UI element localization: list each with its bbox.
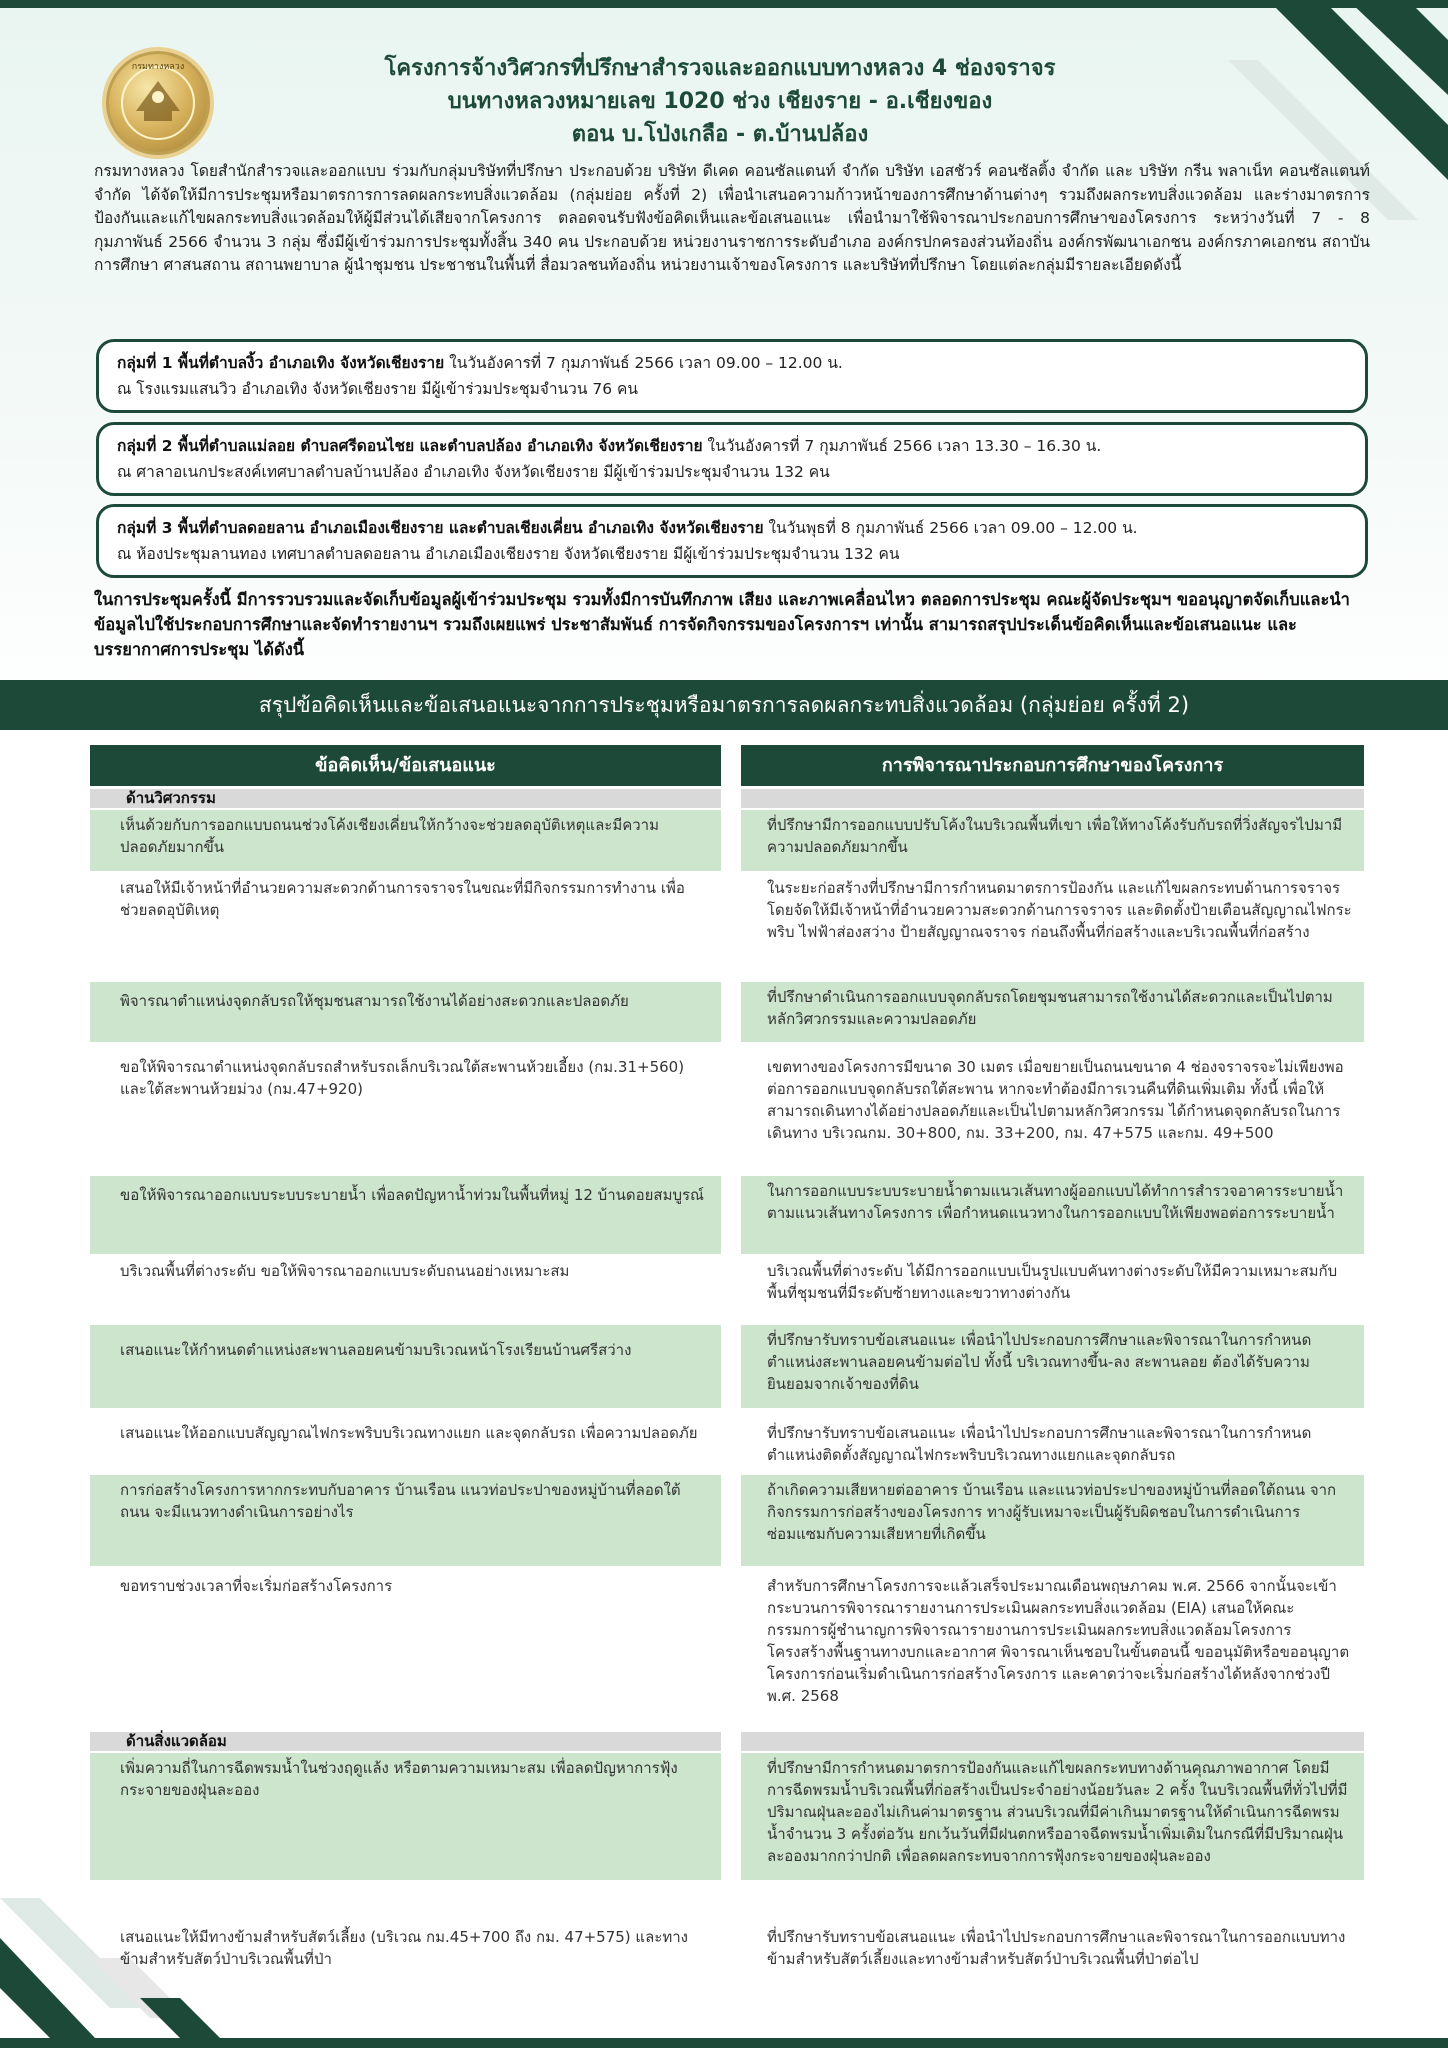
seal-text: กรมทางหลวง (131, 62, 185, 72)
section-label-blank (741, 1732, 1364, 1751)
section-label-environment: ด้านสิ่งแวดล้อม (90, 1732, 721, 1751)
bottom-strip (0, 2038, 1448, 2048)
table-response-cell: บริเวณพื้นที่ต่างระดับ ได้มีการออกแบบเป็นรูปแบบคันทางต่างระดับให้มีความเหมาะสมกับพื้นที่ชุมชนที่มีระดับซ้ายทางและขวาทางต่างกัน (767, 1262, 1338, 1302)
table-response-cell: ถ้าเกิดความเสียหายต่ออาคาร บ้านเรือน และแนวท่อประปาของหมู่บ้านที่ลอดใต้ถนน จากกิจกรรมการก่อสร้างของโครงการ ทางผู้รับเหมาจะเป็นผู้รับผิดชอบในการดำเนินการซ่อมแซมกับความเสียหายที่เกิดขึ้น (741, 1475, 1364, 1566)
table-comment-cell: เสนอแนะให้กำหนดตำแหน่งสะพานลอยคนข้ามบริเวณหน้าโรงเรียนบ้านศรีสว่าง (90, 1325, 721, 1408)
page-title (250, 52, 1190, 151)
column-header-comments: ข้อคิดเห็น/ข้อเสนอแนะ (90, 745, 721, 786)
title-line: บนทางหลวงหมายเลข 1020 ช่วง เชียงราย - อ.เชียงของ (447, 89, 993, 114)
table-comment-cell: ขอทราบช่วงเวลาที่จะเริ่มก่อสร้างโครงการ (120, 1577, 393, 1595)
meeting-group-box (96, 504, 1368, 578)
table-response-cell: ที่ปรึกษารับทราบข้อเสนอแนะ เพื่อนำไปประกอบการศึกษาและพิจารณาในการกำหนดตำแหน่งสะพานลอยคนข้ามต่อไป ทั้งนี้ บริเวณทางขึ้น-ลง สะพานลอย ต้องได้รับความยินยอมจากเจ้าของที่ดิน (741, 1325, 1364, 1408)
group-place: ณ โรงแรมแสนวิว อำเภอเทิง จังหวัดเชียงราย มีผู้เข้าร่วมประชุมจำนวน 76 คน (117, 380, 639, 398)
title-line: โครงการจ้างวิศวกรที่ปรึกษาสำรวจและออกแบบทางหลวง 4 ช่องจราจร (384, 56, 1056, 81)
section-banner: สรุปข้อคิดเห็นและข้อเสนอแนะจากการประชุมหรือมาตรการลดผลกระทบสิ่งแวดล้อม (กลุ่มย่อย ครั้งที่ 2) (0, 680, 1448, 730)
table-response-cell: ในการออกแบบระบบระบายน้ำตามแนวเส้นทางผู้ออกแบบได้ทำการสำรวจอาคารระบายน้ำตามแนวเส้นทางโครงการ เพื่อกำหนดแนวทางในการออกแบบให้เพียงพอต่อการระบายน้ำ (741, 1176, 1364, 1254)
group-place: ณ ห้องประชุมลานทอง เทศบาลตำบลดอยลาน อำเภอเมืองเชียงราย จังหวัดเชียงราย มีผู้เข้าร่วมประชุมจำนวน 132 คน (117, 545, 900, 563)
table-response-cell: ในระยะก่อสร้างที่ปรึกษามีการกำหนดมาตรการป้องกัน และแก้ไขผลกระทบด้านการจราจร โดยจัดให้มีเจ้าหน้าที่อำนวยความสะดวกด้านการจราจร และติดตั้งป้ายเตือนสัญญาณไฟกระพริบ ไฟฟ้าส่องสว่าง ป้ายสัญญาณจราจร ก่อนถึงพื้นที่ก่อสร้างและบริเวณพื้นที่ก่อสร้าง (767, 879, 1352, 941)
table-response-cell: ที่ปรึกษามีการออกแบบปรับโค้งในบริเวณพื้นที่เขา เพื่อให้ทางโค้งรับกับรถที่วิ่งสัญจรไปมามีความปลอดภัยมากขึ้น (741, 810, 1364, 871)
summary-paragraph: ในการประชุมครั้งนี้ มีการรวบรวมและจัดเก็บข้อมูลผู้เข้าร่วมประชุม รวมทั้งมีการบันทึกภาพ เสียง และภาพเคลื่อนไหว ตลอดการประชุม คณะผู้จัดประชุมฯ ขออนุญาตจัดเก็บและนำข้อมูลไปใช้ประกอบการศึกษาและจัดทำรายงานฯ รวมถึงเผยแพร่ ประชาสัมพันธ์ การจัดกิจกรรมของโครงการฯ เท่านั้น สามารถสรุปประเด็นข้อคิดเห็นและข้อเสนอแนะ และบรรยากาศการประชุม ได้ดังนี้ (94, 590, 1350, 659)
group-date: ในวันอังคารที่ 7 กุมภาพันธ์ 2566 เวลา 13.30 – 16.30 น. (702, 437, 1102, 455)
group-place: ณ ศาลาอเนกประสงค์เทศบาลตำบลบ้านปล้อง อำเภอเทิง จังหวัดเชียงราย มีผู้เข้าร่วมประชุมจำนวน 132 คน (117, 463, 830, 481)
intro-paragraph: กรมทางหลวง โดยสำนักสำรวจและออกแบบ ร่วมกับกลุ่มบริษัทที่ปรึกษา ประกอบด้วย บริษัท ดีเคด คอนซัลแตนท์ จำกัด บริษัท เอสชัวร์ คอนซัลติ้ง จำกัด และ บริษัท กรีน พลาเน็ท คอนซัลแตนท์ จำกัด ได้จัดให้มีการประชุมหรือมาตรการการลดผลกระทบสิ่งแวดล้อม (กลุ่มย่อย ครั้งที่ 2) เพื่อนำเสนอความก้าวหน้าของการศึกษาด้านต่างๆ รวมถึงผลกระทบสิ่งแวดล้อม และร่างมาตรการป้องกันและแก้ไขผลกระทบสิ่งแวดล้อมให้ผู้มีส่วนได้เสียจากโครงการ ตลอดจนรับฟังข้อคิดเห็นและข้อเสนอแนะ เพื่อนำมาใช้พิจารณาประกอบการศึกษาของโครงการ ระหว่างวันที่ 7 - 8 กุมภาพันธ์ 2566 จำนวน 3 กลุ่ม ซึ่งมีผู้เข้าร่วมการประชุมทั้งสิ้น 340 คน ประกอบด้วย หน่วยงานราชการระดับอำเภอ องค์กรปกครองส่วนท้องถิ่น องค์กรพัฒนาเอกชน องค์กรภาคเอกชน สถาบันการศึกษา ศาสนสถาน สถานพยาบาล ผู้นำชุมชน ประชาชนในพื้นที่ สื่อมวลชนท้องถิ่น หน่วยงานเจ้าของโครงการ และบริษัทที่ปรึกษา โดยแต่ละกลุ่มมีรายละเอียดดังนี้ (94, 162, 1370, 275)
table-response-cell: ที่ปรึกษารับทราบข้อเสนอแนะ เพื่อนำไปประกอบการศึกษาและพิจารณาในการออกแบบทางข้ามสำหรับสัตว์เลี้ยงและทางข้ามสำหรับสัตว์ป่าบริเวณพื้นที่ป่าต่อไป (767, 1928, 1346, 1968)
table-response-cell: เขตทางของโครงการมีขนาด 30 เมตร เมื่อขยายเป็นถนนขนาด 4 ช่องจราจรจะไม่เพียงพอต่อการออกแบบจุดกลับรถใต้สะพาน หากจะทำต้องมีการเวนคืนที่ดินเพิ่มเติม ทั้งนี้ เพื่อให้สามารถเดินทางได้อย่างปลอดภัยและเป็นไปตามหลักวิศวกรรม ได้กำหนดจุดกลับรถในการเดินทาง บริเวณกม. 30+800, กม. 33+200, กม. 47+575 และกม. 49+500 (767, 1058, 1344, 1142)
column-header-responses: การพิจารณาประกอบการศึกษาของโครงการ (741, 745, 1364, 786)
table-response-cell: ที่ปรึกษารับทราบข้อเสนอแนะ เพื่อนำไปประกอบการศึกษาและพิจารณาในการกำหนดตำแหน่งติดตั้งสัญญาณไฟกระพริบบริเวณทางแยกและจุดกลับรถ (767, 1424, 1312, 1464)
group-date: ในวันอังคารที่ 7 กุมภาพันธ์ 2566 เวลา 09.00 – 12.00 น. (444, 354, 843, 372)
section-label-engineering: ด้านวิศวกรรม (90, 789, 721, 808)
group-heading: กลุ่มที่ 1 พื้นที่ตำบลงิ้ว อำเภอเทิง จังหวัดเชียงราย (117, 354, 445, 372)
group-heading: กลุ่มที่ 3 พื้นที่ตำบลดอยลาน อำเภอเมืองเชียงราย และตำบลเชียงเคี่ยน อำเภอเทิง จังหวัดเชียงราย (117, 519, 764, 537)
section-label-blank (741, 789, 1364, 808)
department-seal (102, 47, 214, 159)
meeting-group-box (96, 339, 1368, 413)
meeting-group-box (96, 422, 1368, 496)
table-comment-cell: ขอให้พิจารณาออกแบบระบบระบายน้ำ เพื่อลดปัญหาน้ำท่วมในพื้นที่หมู่ 12 บ้านดอยสมบูรณ์ (90, 1176, 721, 1254)
table-comment-cell: เสนอให้มีเจ้าหน้าที่อำนวยความสะดวกด้านการจราจรในขณะที่มีกิจกรรมการทำงาน เพื่อช่วยลดอุบัติเหตุ (120, 879, 685, 919)
table-comment-cell: เสนอแนะให้มีทางข้ามสำหรับสัตว์เลี้ยง (บริเวณ กม.45+700 ถึง กม. 47+575) และทางข้ามสำหรับสัตว์ป่าบริเวณพื้นที่ป่า (120, 1928, 688, 1968)
table-response-cell: ที่ปรึกษาดำเนินการออกแบบจุดกลับรถโดยชุมชนสามารถใช้งานได้สะดวกและเป็นไปตามหลักวิศวกรรมและความปลอดภัย (741, 982, 1364, 1042)
group-date: ในวันพุธที่ 8 กุมภาพันธ์ 2566 เวลา 09.00 – 12.00 น. (763, 519, 1138, 537)
table-comment-cell: พิจารณาตำแหน่งจุดกลับรถให้ชุมชนสามารถใช้งานได้อย่างสะดวกและปลอดภัย (90, 982, 721, 1042)
table-comment-cell: เสนอแนะให้ออกแบบสัญญาณไฟกระพริบบริเวณทางแยก และจุดกลับรถ เพื่อความปลอดภัย (120, 1424, 698, 1442)
table-comment-cell: เห็นด้วยกับการออกแบบถนนช่วงโค้งเชียงเคี่ยนให้กว้างจะช่วยลดอุบัติเหตุและมีความปลอดภัยมากขึ้น (90, 810, 721, 871)
table-response-cell: ที่ปรึกษามีการกำหนดมาตรการป้องกันและแก้ไขผลกระทบทางด้านคุณภาพอากาศ โดยมีการฉีดพรมน้ำบริเวณพื้นที่ก่อสร้างเป็นประจำอย่างน้อยวันละ 2 ครั้ง ในบริเวณพื้นที่ทั่วไปที่มีปริมาณฝุ่นละอองไม่เกินค่ามาตรฐาน ส่วนบริเวณที่มีค่าเกินมาตรฐานให้ดำเนินการฉีดพรมน้ำจำนวน 3 ครั้งต่อวัน ยกเว้นวันที่มีฝนตกหรืออาจฉีดพรมน้ำเพิ่มเติมในกรณีที่มีปริมาณฝุ่นละอองมากกว่าปกติ เพื่อลดผลกระทบจากการฟุ้งกระจายของฝุ่นละออง (741, 1753, 1364, 1880)
table-comment-cell: เพิ่มความถี่ในการฉีดพรมน้ำในช่วงฤดูแล้ง หรือตามความเหมาะสม เพื่อลดปัญหาการฟุ้งกระจายของฝุ่นละออง (90, 1753, 721, 1880)
title-line: ตอน บ.โป่งเกลือ - ต.บ้านปล้อง (571, 122, 869, 147)
table-response-cell: สำหรับการศึกษาโครงการจะแล้วเสร็จประมาณเดือนพฤษภาคม พ.ศ. 2566 จากนั้นจะเข้ากระบวนการพิจารณารายงานการประเมินผลกระทบสิ่งแวดล้อม (EIA) เสนอให้คณะกรรมการผู้ชำนาญการพิจารณารายงานการประเมินผลกระทบสิ่งแวดล้อมโครงการโครงสร้างพื้นฐานทางบกและอากาศ พิจารณาเห็นชอบในขั้นตอนนี้ ขออนุมัติหรือขออนุญาตโครงการก่อนเริ่มดำเนินการก่อสร้างโครงการ และคาดว่าจะเริ่มก่อสร้างได้หลังจากช่วงปี พ.ศ. 2568 (767, 1577, 1350, 1705)
group-heading: กลุ่มที่ 2 พื้นที่ตำบลแม่ลอย ตำบลศรีดอนไชย และตำบลปล้อง อำเภอเทิง จังหวัดเชียงราย (117, 437, 703, 455)
table-comment-cell: ขอให้พิจารณาตำแหน่งจุดกลับรถสำหรับรถเล็กบริเวณใต้สะพานห้วยเอี้ยง (กม.31+560) และใต้สะพานห้วยม่วง (กม.47+920) (120, 1058, 685, 1098)
table-comment-cell: บริเวณพื้นที่ต่างระดับ ขอให้พิจารณาออกแบบระดับถนนอย่างเหมาะสม (120, 1262, 570, 1280)
table-comment-cell: การก่อสร้างโครงการหากกระทบกับอาคาร บ้านเรือน แนวท่อประปาของหมู่บ้านที่ลอดใต้ถนน จะมีแนวทางดำเนินการอย่างไร (90, 1475, 721, 1566)
